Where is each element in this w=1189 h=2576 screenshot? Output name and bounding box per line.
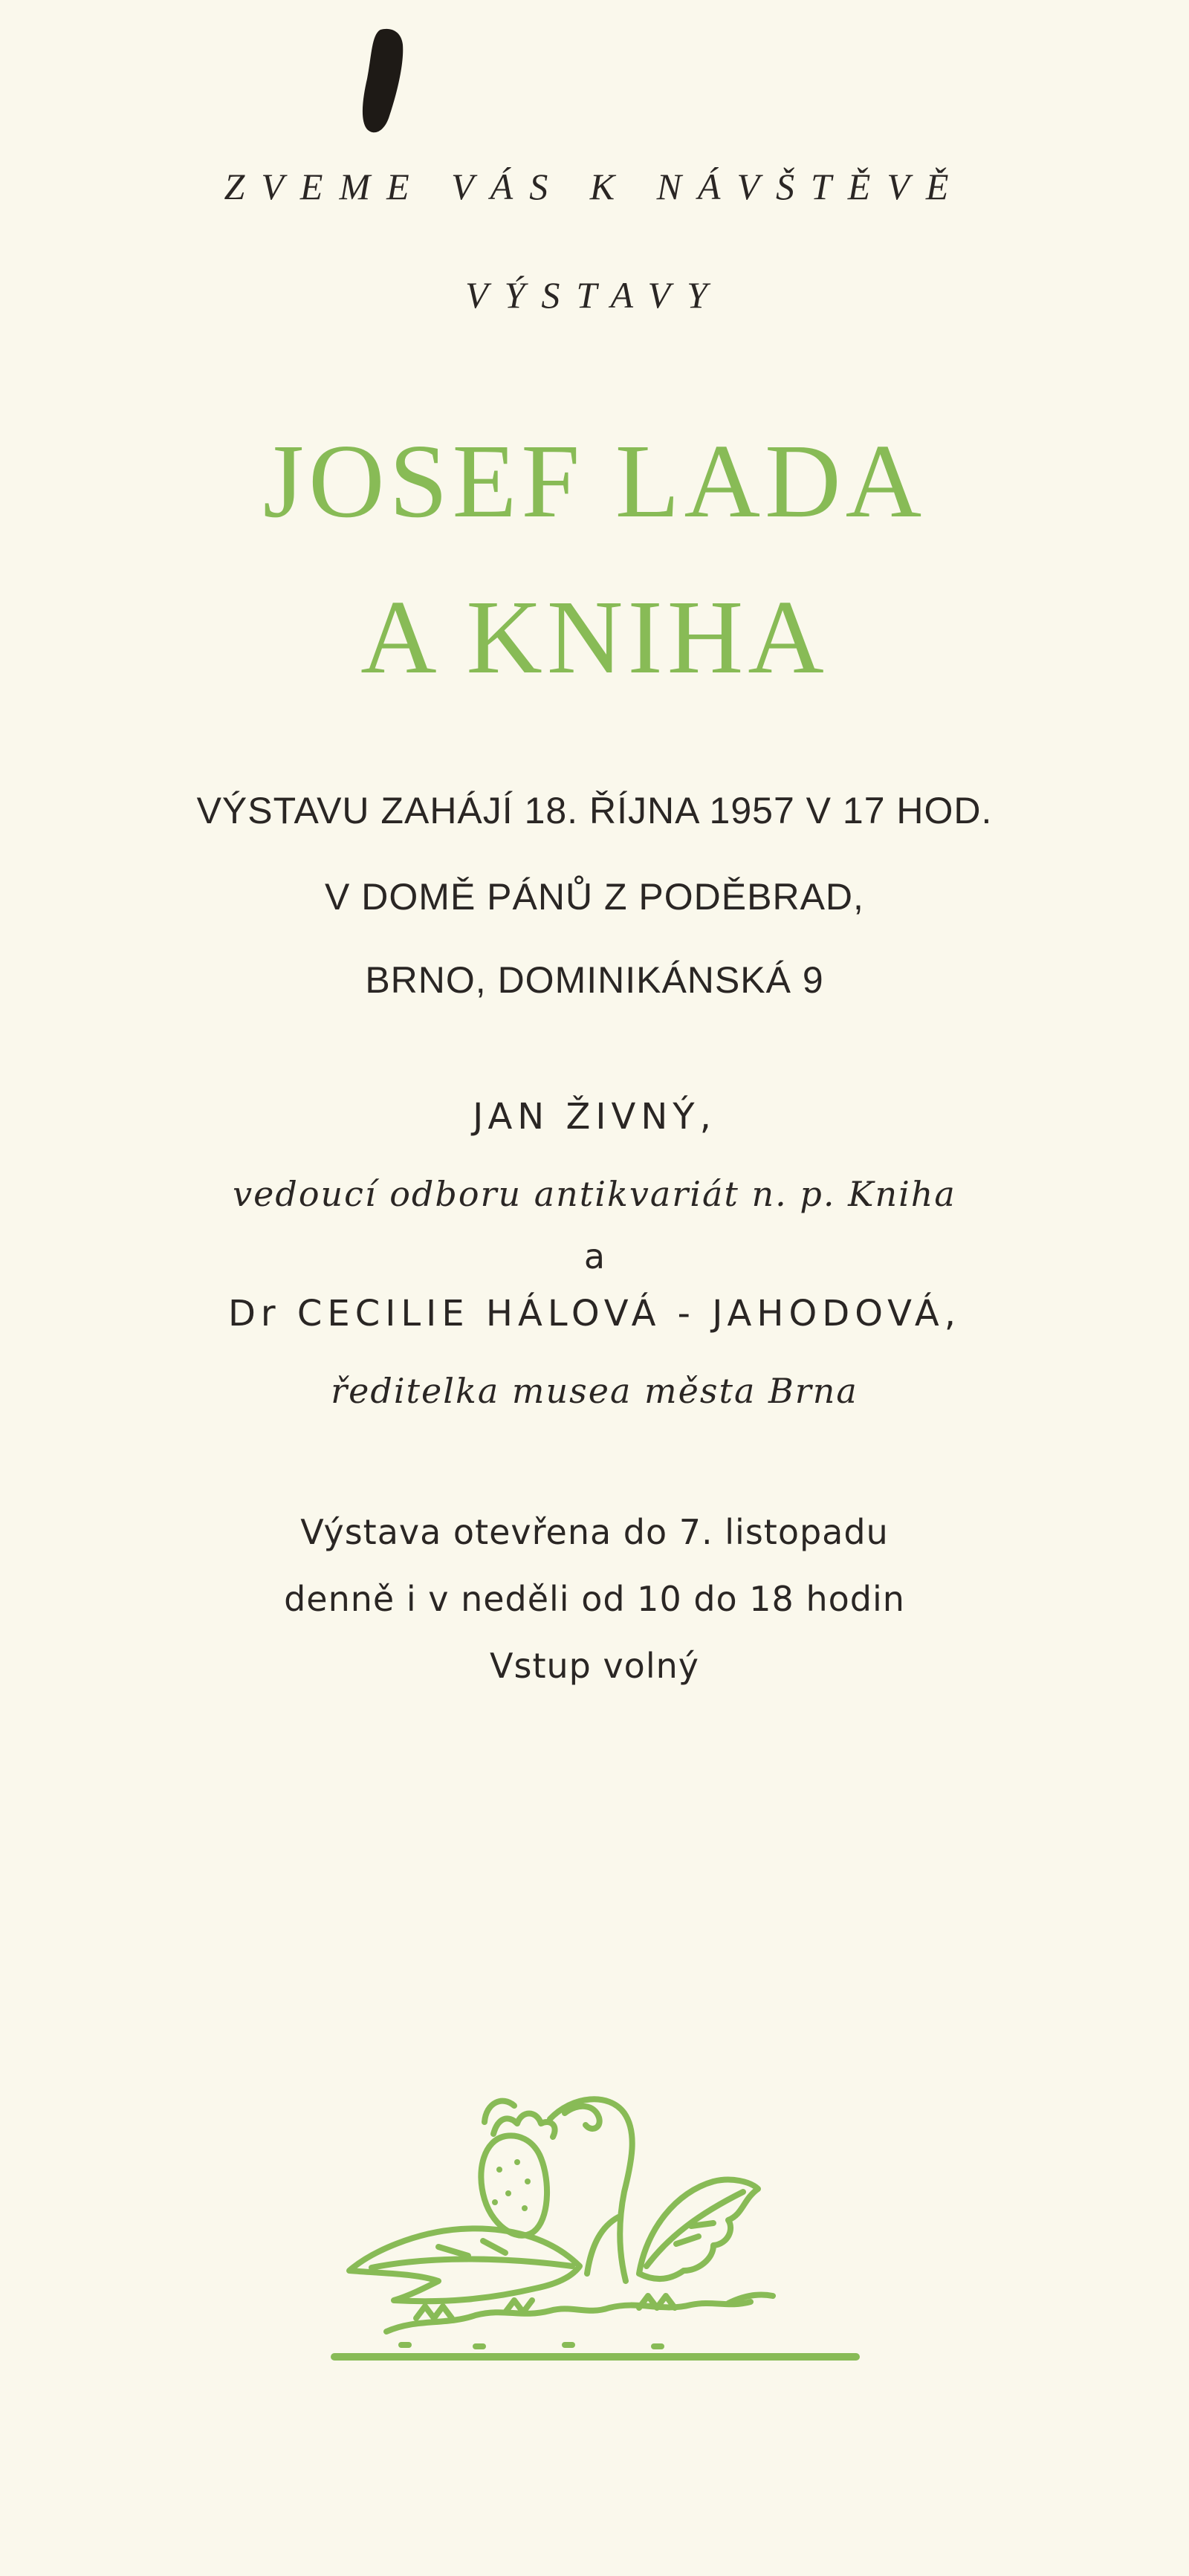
opening-venue-line: V DOMĚ PÁNŮ Z PODĚBRAD, — [325, 876, 864, 918]
exhibition-title-line-1: JOSEF LADA — [262, 422, 927, 539]
exhibition-hours: denně i v neděli od 10 do 18 hodin — [284, 1579, 905, 1619]
admission-note: Vstup volný — [490, 1646, 699, 1686]
exhibition-closing-date: Výstava otevřena do 7. listopadu — [300, 1512, 889, 1552]
opening-address-line: BRNO, DOMINIKÁNSKÁ 9 — [365, 959, 824, 1001]
speaker-1-role: vedoucí odboru antikvariát n. p. Kniha — [233, 1174, 956, 1214]
invitation-line-2: VÝSTAVY — [465, 274, 724, 316]
opening-date-line: VÝSTAVU ZAHÁJÍ 18. ŘÍJNA 1957 V 17 HOD. — [196, 790, 993, 831]
speaker-2-name: Dr CECILIE HÁLOVÁ - JAHODOVÁ, — [227, 1293, 962, 1334]
strawberry-plant-icon — [327, 2051, 862, 2378]
exhibition-title-line-2: A KNIHA — [360, 578, 829, 695]
invitation-line-1: ZVEME VÁS K NÁVŠTĚVĚ — [224, 166, 965, 207]
speaker-2-role: ředitelka musea města Brna — [331, 1371, 858, 1411]
speakers-conjunction: a — [583, 1236, 606, 1276]
speaker-1-name: JAN ŽIVNÝ, — [473, 1096, 716, 1138]
punch-hole-icon — [358, 27, 413, 138]
